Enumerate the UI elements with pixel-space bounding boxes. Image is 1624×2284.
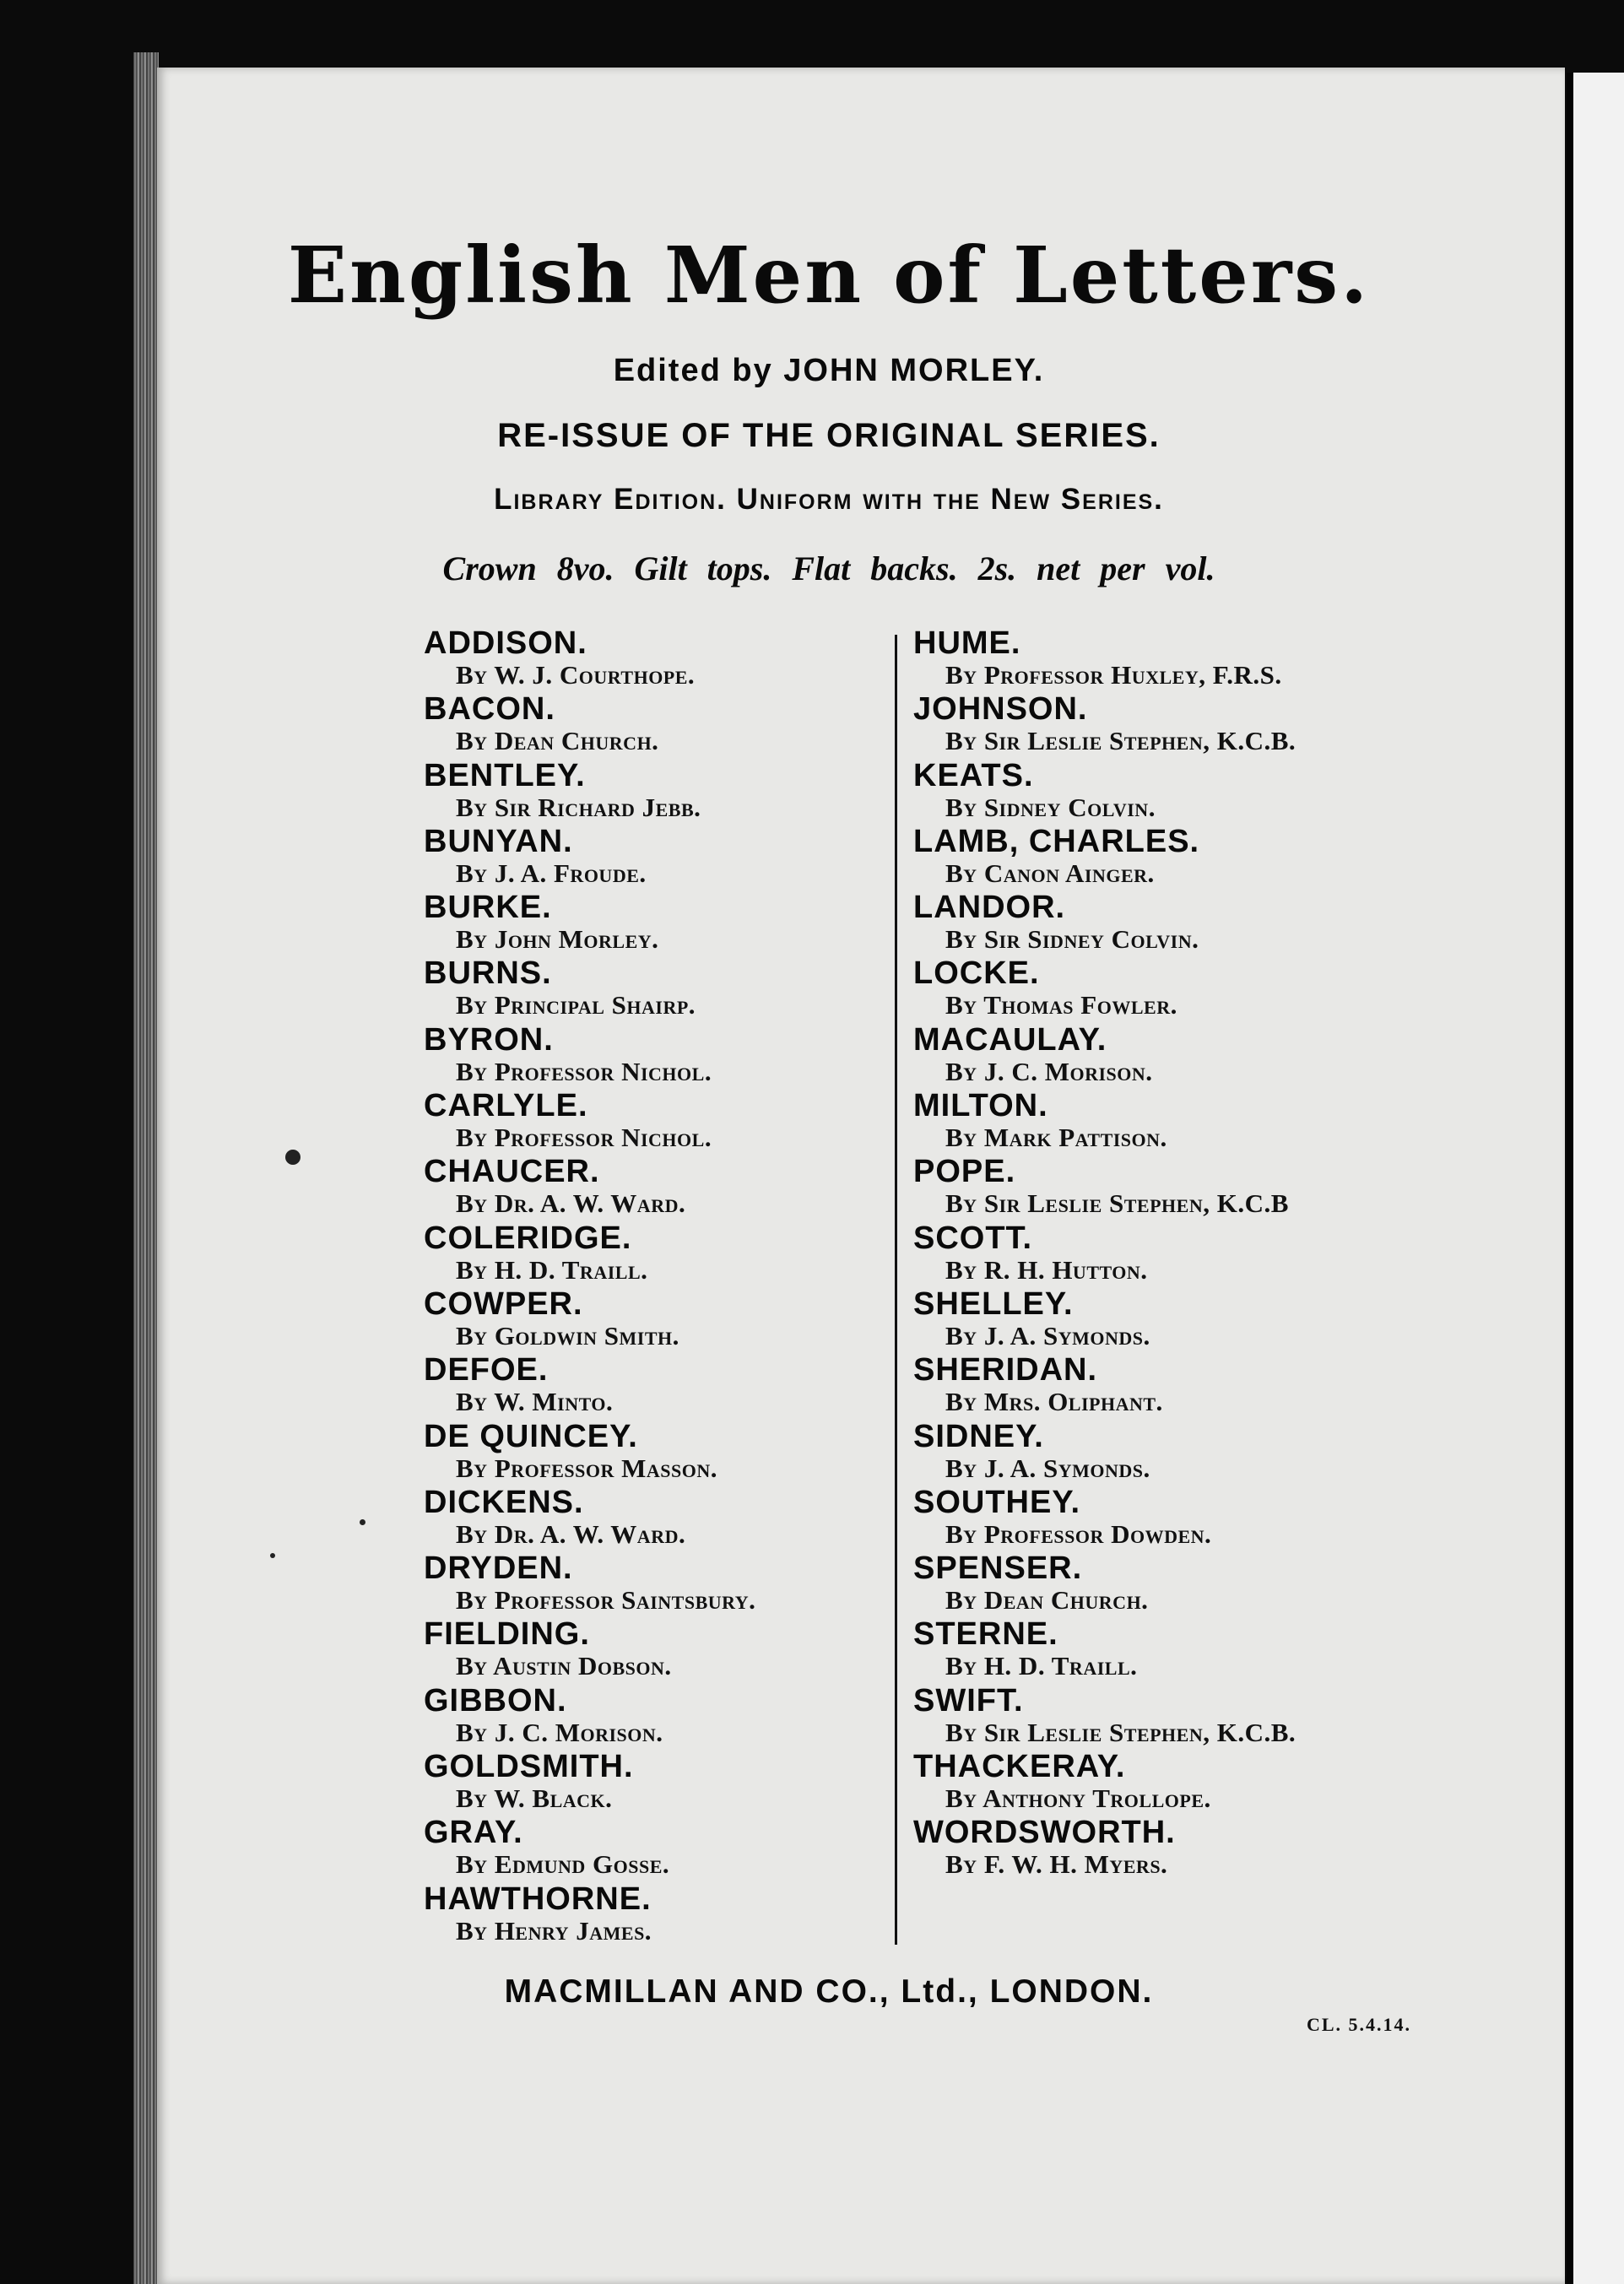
subject-name: KEATS. — [913, 757, 1034, 793]
subject-name: SOUTHEY. — [913, 1484, 1081, 1520]
list-item — [424, 1089, 863, 1155]
facing-page — [1573, 73, 1624, 2284]
list-item — [913, 1221, 1453, 1287]
author-line: By Mark Pattison. — [945, 1123, 1167, 1153]
subject-name: CHAUCER. — [424, 1154, 600, 1190]
ink-speck — [360, 1519, 365, 1525]
list-item — [913, 1551, 1453, 1617]
subject-name: JOHNSON. — [913, 691, 1088, 728]
facing-page-edge — [1567, 73, 1573, 2284]
subject-name: DRYDEN. — [424, 1551, 573, 1587]
list-item — [424, 1221, 863, 1287]
list-item — [913, 1155, 1453, 1220]
author-line: By Professor Dowden. — [945, 1518, 1212, 1549]
list-item — [913, 1617, 1453, 1683]
author-line: By Professor Nichol. — [456, 1123, 712, 1153]
author-line: By Principal Shairp. — [456, 990, 696, 1020]
author-line: By Dean Church. — [945, 1585, 1149, 1616]
ink-speck — [270, 1553, 275, 1558]
list-item — [424, 1287, 863, 1353]
author-line: By Mrs. Oliphant. — [945, 1387, 1163, 1417]
list-item — [424, 1486, 863, 1551]
list-item — [424, 1155, 863, 1220]
list-item — [913, 1089, 1453, 1155]
subject-name: DEFOE. — [424, 1352, 549, 1388]
subject-name: LANDOR. — [913, 890, 1066, 926]
list-item — [913, 825, 1453, 890]
list-item — [913, 1684, 1453, 1750]
list-item — [913, 1287, 1453, 1353]
subject-name: LOCKE. — [913, 955, 1040, 992]
author-line: By J. A. Froude. — [456, 858, 647, 888]
list-item — [424, 1023, 863, 1089]
list-item — [913, 956, 1453, 1022]
subject-name: HUME. — [913, 625, 1021, 661]
author-line: By R. H. Hutton. — [945, 1254, 1148, 1285]
subject-name: GIBBON. — [424, 1682, 567, 1718]
list-item — [424, 1617, 863, 1683]
author-line: By W. Black. — [456, 1783, 613, 1814]
list-item — [424, 1420, 863, 1486]
author-line: By Anthony Trollope. — [945, 1783, 1211, 1814]
subject-name: POPE. — [913, 1154, 1016, 1190]
subject-name: LAMB, CHARLES. — [913, 823, 1200, 859]
author-line: By Henry James. — [456, 1915, 652, 1946]
author-line: By Dr. A. W. Ward. — [456, 1188, 686, 1219]
author-line: By Sir Sidney Colvin. — [945, 924, 1199, 955]
list-item — [424, 1882, 863, 1948]
subject-name: BUNYAN. — [424, 823, 573, 859]
author-line: By Sir Leslie Stephen, K.C.B. — [945, 726, 1296, 756]
subject-name: BURNS. — [424, 955, 552, 992]
format-line: Crown 8vo. Gilt tops. Flat backs. 2s. net per vol. — [442, 549, 1215, 587]
catalogue-code: CL. 5.4.14. — [1307, 2014, 1412, 2035]
list-item — [424, 890, 863, 956]
list-item — [424, 626, 863, 692]
subject-name: SWIFT. — [913, 1682, 1024, 1718]
edition-line: Library Edition. Uniform with the New Series. — [494, 483, 1164, 516]
list-item — [913, 1816, 1453, 1881]
author-line: By Professor Masson. — [456, 1453, 717, 1483]
list-item — [913, 1023, 1453, 1089]
author-line: By J. A. Symonds. — [945, 1453, 1150, 1483]
list-item — [424, 1684, 863, 1750]
subject-name: SHELLEY. — [913, 1285, 1074, 1322]
author-line: By Professor Saintsbury. — [456, 1585, 756, 1616]
author-line: By John Morley. — [456, 924, 659, 955]
subject-name: WORDSWORTH. — [913, 1815, 1176, 1851]
author-line: By Sidney Colvin. — [945, 792, 1156, 822]
subject-name: MILTON. — [913, 1088, 1048, 1124]
author-line: By Professor Nichol. — [456, 1056, 712, 1086]
subject-name: CARLYLE. — [424, 1088, 588, 1124]
subject-name: HAWTHORNE. — [424, 1881, 652, 1917]
author-line: By H. D. Traill. — [945, 1651, 1138, 1681]
subject-name: GOLDSMITH. — [424, 1749, 634, 1785]
list-item — [424, 1816, 863, 1881]
author-line: By Austin Dobson. — [456, 1651, 672, 1681]
author-line: By Sir Leslie Stephen, K.C.B. — [945, 1717, 1296, 1747]
author-line: By J. A. Symonds. — [945, 1320, 1150, 1350]
list-item — [424, 692, 863, 758]
subject-name: SPENSER. — [913, 1551, 1083, 1587]
subject-name: DE QUINCEY. — [424, 1418, 638, 1454]
subject-name: THACKERAY. — [913, 1749, 1126, 1785]
author-line: By Sir Richard Jebb. — [456, 792, 701, 822]
subject-name: FIELDING. — [424, 1616, 590, 1653]
subject-name: COWPER. — [424, 1285, 583, 1322]
author-line: By Dr. A. W. Ward. — [456, 1518, 686, 1549]
page-title: English Men of Letters. — [287, 230, 1371, 321]
list-item — [424, 825, 863, 890]
list-item — [424, 1750, 863, 1816]
list-item — [424, 1551, 863, 1617]
subject-name: SCOTT. — [913, 1220, 1033, 1256]
list-item — [913, 1750, 1453, 1816]
list-item — [424, 1353, 863, 1419]
author-line: By Sir Leslie Stephen, K.C.B — [945, 1188, 1289, 1219]
author-line: By W. Minto. — [456, 1387, 614, 1417]
author-line: By Edmund Gosse. — [456, 1849, 670, 1880]
subject-name: DICKENS. — [424, 1484, 584, 1520]
author-line: By Dean Church. — [456, 726, 659, 756]
list-item — [913, 1486, 1453, 1551]
subject-name: GRAY. — [424, 1815, 523, 1851]
subject-name: BENTLEY. — [424, 757, 586, 793]
author-line: By W. J. Courthope. — [456, 660, 696, 690]
ink-speck — [285, 1150, 300, 1165]
column-divider — [895, 635, 897, 1945]
list-item — [913, 626, 1453, 692]
author-line: By H. D. Traill. — [456, 1254, 648, 1285]
editor-line: Edited by JOHN MORLEY. — [613, 353, 1045, 388]
left-column — [424, 626, 863, 1948]
author-line: By Thomas Fowler. — [945, 990, 1177, 1020]
list-item — [913, 692, 1453, 758]
author-line: By J. C. Morison. — [456, 1717, 663, 1747]
subject-name: ADDISON. — [424, 625, 587, 661]
list-item — [913, 759, 1453, 825]
list-item — [913, 890, 1453, 956]
list-item — [424, 956, 863, 1022]
subject-name: STERNE. — [913, 1616, 1058, 1653]
list-item — [424, 759, 863, 825]
right-column — [913, 626, 1453, 1882]
author-line: By Canon Ainger. — [945, 858, 1155, 888]
subject-name: COLERIDGE. — [424, 1220, 632, 1256]
publisher-line: MACMILLAN AND CO., Ltd., LONDON. — [504, 1973, 1154, 2010]
subject-name: BURKE. — [424, 890, 552, 926]
author-line: By J. C. Morison. — [945, 1056, 1153, 1086]
list-item — [913, 1353, 1453, 1419]
reissue-line: RE-ISSUE OF THE ORIGINAL SERIES. — [497, 417, 1161, 454]
subject-name: SIDNEY. — [913, 1418, 1044, 1454]
author-line: By Professor Huxley, F.R.S. — [945, 660, 1282, 690]
subject-name: BYRON. — [424, 1021, 554, 1058]
subject-name: BACON. — [424, 691, 555, 728]
author-line: By F. W. H. Myers. — [945, 1849, 1168, 1880]
list-item — [913, 1420, 1453, 1486]
subject-name: SHERIDAN. — [913, 1352, 1098, 1388]
subject-name: MACAULAY. — [913, 1021, 1107, 1058]
author-line: By Goldwin Smith. — [456, 1320, 679, 1350]
